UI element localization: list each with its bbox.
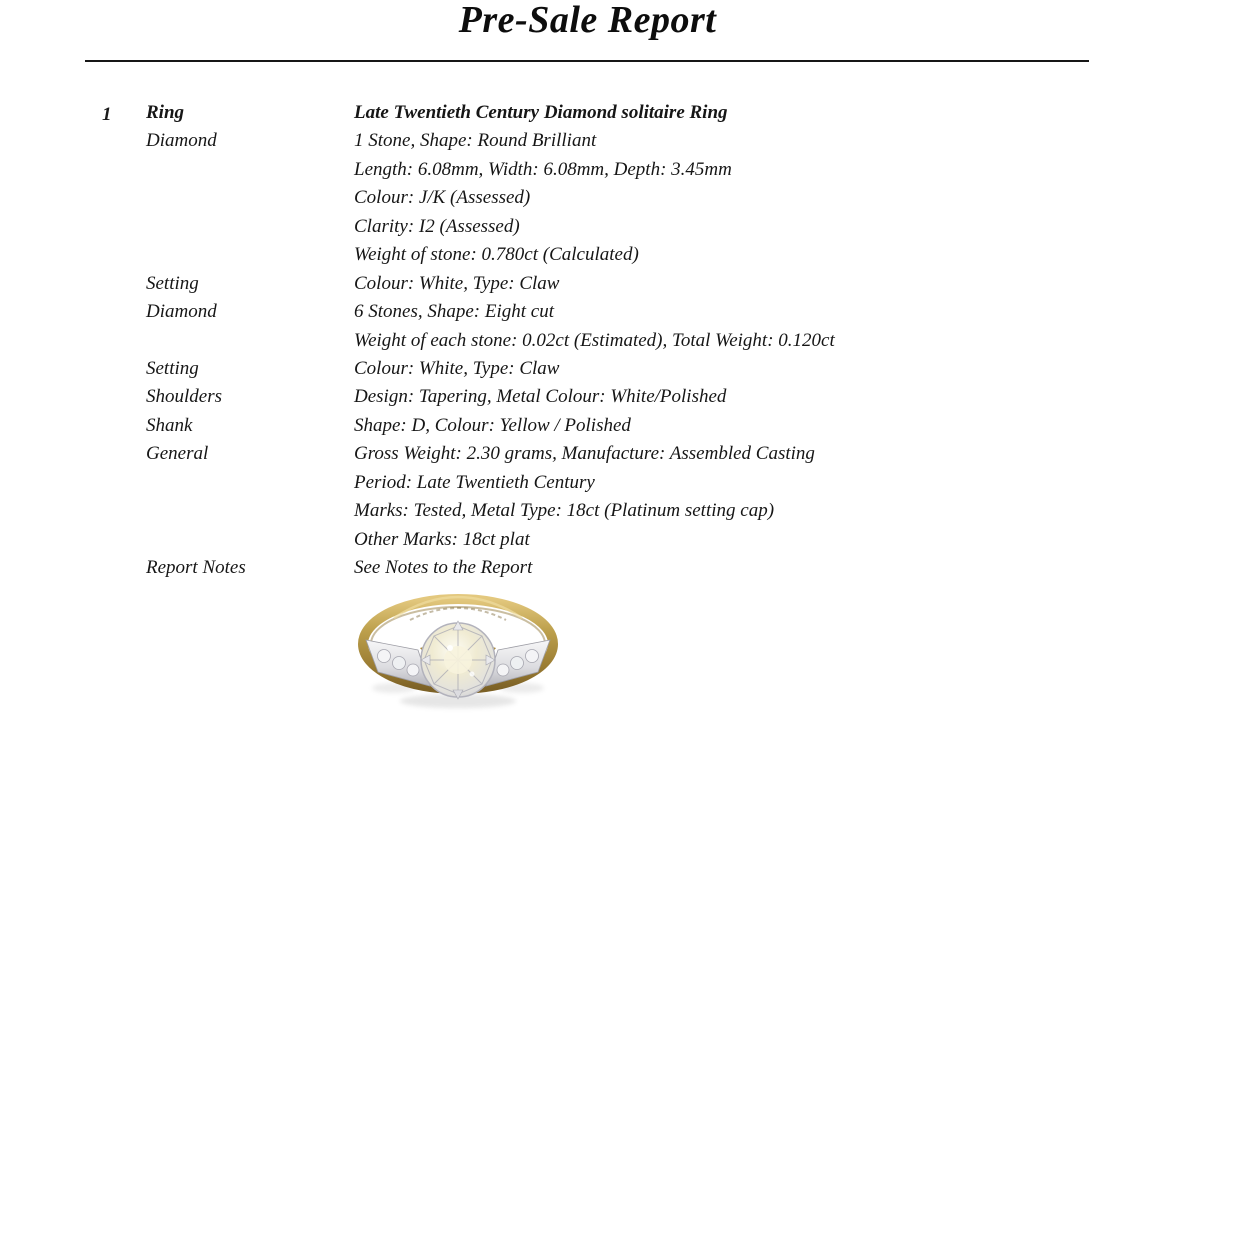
row-value: Clarity: I2 (Assessed) xyxy=(354,215,520,237)
row-label: Setting xyxy=(146,357,199,379)
report-item xyxy=(85,102,1090,585)
report-row xyxy=(146,216,1090,244)
report-table xyxy=(146,102,1090,585)
ring-photo xyxy=(354,588,562,716)
report-row xyxy=(146,187,1090,215)
row-value: Gross Weight: 2.30 grams, Manufacture: Assembled Casting xyxy=(354,443,815,465)
report-row xyxy=(146,358,1090,386)
item-number: 1 xyxy=(102,104,112,125)
row-value: Weight of each stone: 0.02ct (Estimated), Total Weight: 0.120ct xyxy=(354,329,835,351)
report-row xyxy=(146,500,1090,528)
row-value: 1 Stone, Shape: Round Brilliant xyxy=(354,130,597,152)
row-value: Design: Tapering, Metal Colour: White/Polished xyxy=(354,386,727,408)
row-value: Period: Late Twentieth Century xyxy=(354,471,595,493)
row-label: General xyxy=(146,443,209,465)
row-label: Ring xyxy=(146,102,185,123)
report-row xyxy=(146,130,1090,158)
report-row xyxy=(146,273,1090,301)
row-value: 6 Stones, Shape: Eight cut xyxy=(354,301,554,323)
row-label: Shank xyxy=(146,414,193,436)
row-value: Late Twentieth Century Diamond solitaire Ring xyxy=(354,102,728,123)
row-value: Colour: White, Type: Claw xyxy=(354,272,560,294)
row-label: Shoulders xyxy=(146,386,222,408)
row-value: Colour: J/K (Assessed) xyxy=(354,187,531,209)
row-label: Report Notes xyxy=(146,557,246,578)
row-value: Colour: White, Type: Claw xyxy=(354,357,560,379)
row-value: Shape: D, Colour: Yellow / Polished xyxy=(354,414,631,436)
report-row xyxy=(146,472,1090,500)
row-label: Diamond xyxy=(146,301,217,323)
ring-photo-illustration xyxy=(354,588,562,716)
row-label: Setting xyxy=(146,272,199,294)
row-value: Length: 6.08mm, Width: 6.08mm, Depth: 3.45mm xyxy=(354,158,732,180)
report-row xyxy=(146,244,1090,272)
report-row xyxy=(146,102,1090,130)
report-row xyxy=(146,557,1090,585)
row-value: Marks: Tested, Metal Type: 18ct (Platinum setting cap) xyxy=(354,500,775,522)
page-title: Pre-Sale Report xyxy=(458,0,717,41)
row-label: Diamond xyxy=(146,130,217,152)
report-row xyxy=(146,301,1090,329)
report-row xyxy=(146,415,1090,443)
row-value: Weight of stone: 0.780ct (Calculated) xyxy=(354,244,639,266)
report-row xyxy=(146,159,1090,187)
row-value: Other Marks: 18ct plat xyxy=(354,528,530,550)
title-divider xyxy=(85,47,1089,62)
report-row xyxy=(146,443,1090,471)
row-value: See Notes to the Report xyxy=(354,557,533,578)
report-row xyxy=(146,386,1090,414)
report-row xyxy=(146,529,1090,557)
report-row xyxy=(146,330,1090,358)
